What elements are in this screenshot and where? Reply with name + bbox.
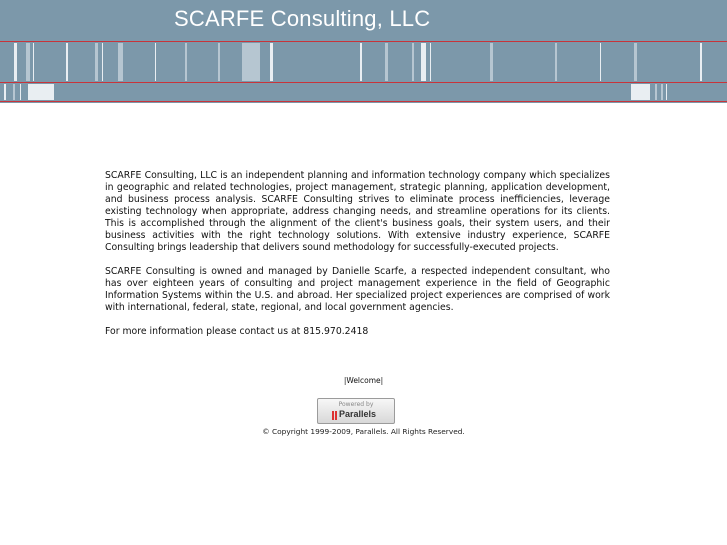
copyright-text: © Copyright 1999-2009, Parallels. All Rights Reserved. <box>262 427 465 436</box>
badge-brand-label: Parallels <box>339 409 377 419</box>
contact-paragraph: For more information please contact us at 815.970.2418 <box>105 326 369 337</box>
site-title: SCARFE Consulting, LLC <box>174 6 431 31</box>
header-banner <box>0 0 727 103</box>
welcome-link[interactable]: |Welcome| <box>343 376 384 385</box>
banner-divider-bottom <box>0 101 727 102</box>
powered-by-parallels-badge[interactable] <box>317 398 395 424</box>
parallels-logo-icon <box>332 411 337 420</box>
owner-paragraph: SCARFE Consulting is owned and managed by Danielle Scarfe, a respected independent consultant, who has over eighteen years of consulting and project management experience in the field of Geographic Information Systems within the U.S. and abroad. Her specialized project experiences are comprised of work with international, federal, state, regional, and local government agencies. <box>105 266 610 313</box>
banner-divider-top <box>0 41 727 42</box>
badge-powered-by-label: Powered by <box>338 401 374 408</box>
intro-paragraph: SCARFE Consulting, LLC is an independent planning and information technology company which specializes in geographic and related technologies, project management, strategic planning, application development, and business process analysis. SCARFE Consulting strives to eliminate process inefficiencies, leverage existing technology when appropriate, address changing needs, and streamline operations for its clients. This is accomplished through the alignment of the client's business goals, their system users, and their business activities with the right technology solutions. With extensive industry experience, SCARFE Consulting brings leadership that delivers sound methodology for successfully-executed projects. <box>105 170 610 253</box>
banner-divider-middle <box>0 82 727 83</box>
main-content <box>105 170 610 350</box>
footer-nav <box>0 376 727 385</box>
